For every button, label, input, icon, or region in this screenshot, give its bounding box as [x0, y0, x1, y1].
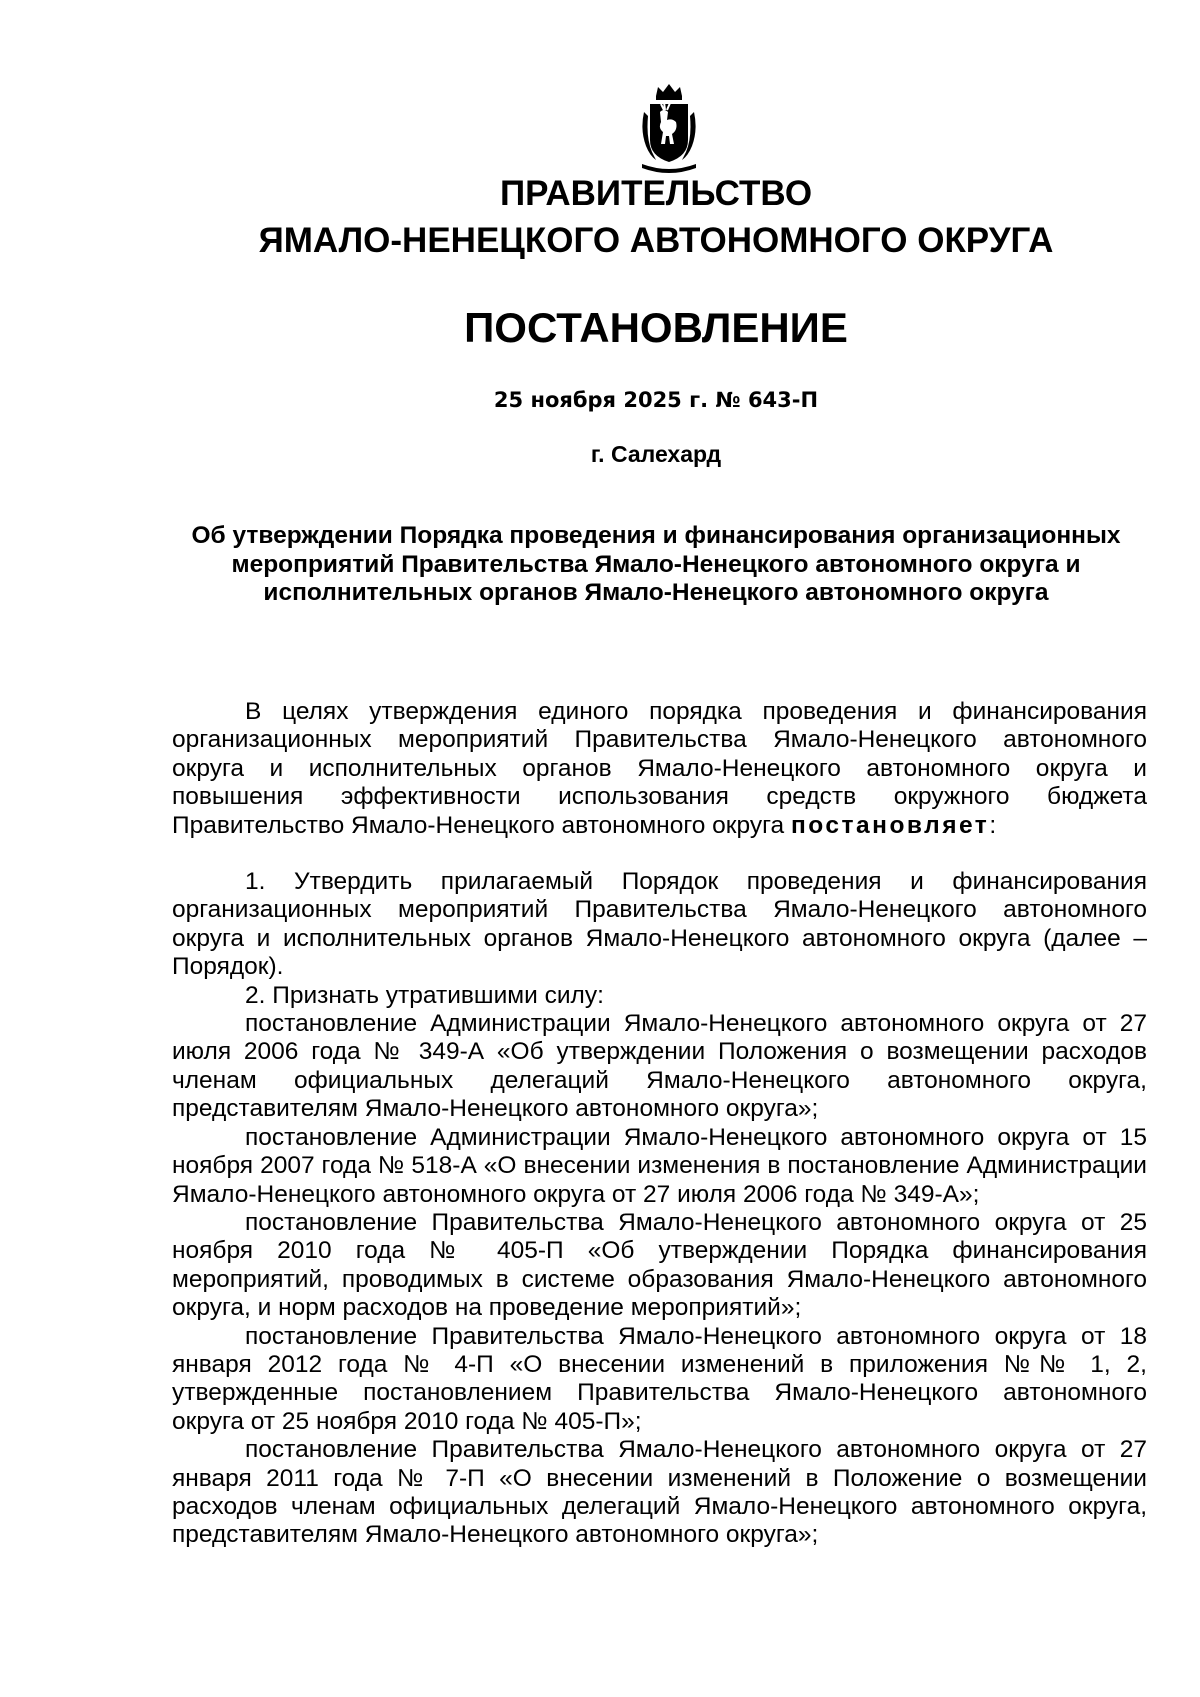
repealed-act-4: постановление Правительства Ямало-Ненецкого автономного округа от 18 января 2012 года № 4-П «О внесении изменений в приложения №№ 1, 2, утвержденные постановлением Правительства Ямало-Ненецкого автономного округа от 25 ноября 2010 года № 405-П»;: [172, 1322, 1147, 1435]
yamal-coat-of-arms-icon: [634, 82, 704, 174]
document-subject: Об утверждении Порядка проведения и финансирования организационных мероприятий Правительства Ямало-Ненецкого автономного округа и исполнительных органов Ямало-Ненецкого автономного округа: [191, 522, 1121, 606]
repealed-act-5: постановление Правительства Ямало-Ненецкого автономного округа от 27 января 2011 года № 7-П «О внесении изменений в Положение о возмещении расходов членам официальных делегаций Ямало-Ненецкого автономного округа, представителям Ямало-Ненецкого автономного округа»;: [172, 1436, 1147, 1549]
item-2-paragraph: 2. Признать утратившими силу:: [245, 981, 604, 1009]
document-type-title: ПОСТАНОВЛЕНИЕ: [464, 304, 848, 351]
preamble-text: В целях утверждения единого порядка проведения и финансирования организационных мероприятий Правительства Ямало-Ненецкого автономного округа и исполнительных органов Ямало-Ненецкого автономного округа и повышения эффективности использования средств окружного бюджета Правительство Ямало-Ненецкого автономного округа: [172, 698, 1147, 839]
document-body: [172, 698, 1147, 1550]
preamble-end: :: [989, 811, 997, 839]
item-1-paragraph: 1. Утвердить прилагаемый Порядок проведения и финансирования организационных мероприятий Правительства Ямало-Ненецкого автономного округа и исполнительных органов Ямало-Ненецкого автономного округа (далее – Порядок).: [172, 868, 1147, 981]
preamble-keyword: постановляет: [790, 811, 990, 839]
repealed-act-3: постановление Правительства Ямало-Ненецкого автономного округа от 25 ноября 2010 года № 405-П «Об утверждении Порядка финансирования мероприятий, проводимых в системе образования Ямало-Ненецкого автономного округа, и норм расходов на проведение мероприятий»;: [172, 1208, 1147, 1322]
organization-name-line2: ЯМАЛО-НЕНЕЦКОГО АВТОНОМНОГО ОКРУГА: [258, 221, 1054, 260]
repealed-act-1: постановление Администрации Ямало-Ненецкого автономного округа от 27 июля 2006 года № 349-А «Об утверждении Положения о возмещении расходов членам официальных делегаций Ямало-Ненецкого автономного округа, представителям Ямало-Ненецкого автономного округа»;: [172, 1010, 1147, 1123]
document-date-number: 25 ноября 2025 г. № 643-П: [493, 388, 819, 412]
document-city: г. Салехард: [590, 441, 722, 467]
repealed-act-2: постановление Администрации Ямало-Ненецкого автономного округа от 15 ноября 2007 года № 518-А «О внесении изменения в постановление Администрации Ямало-Ненецкого автономного округа от 27 июля 2006 года № 349-А»;: [172, 1123, 1147, 1208]
preamble-paragraph: [172, 698, 1147, 840]
organization-name-line1: ПРАВИТЕЛЬСТВО: [499, 174, 813, 213]
